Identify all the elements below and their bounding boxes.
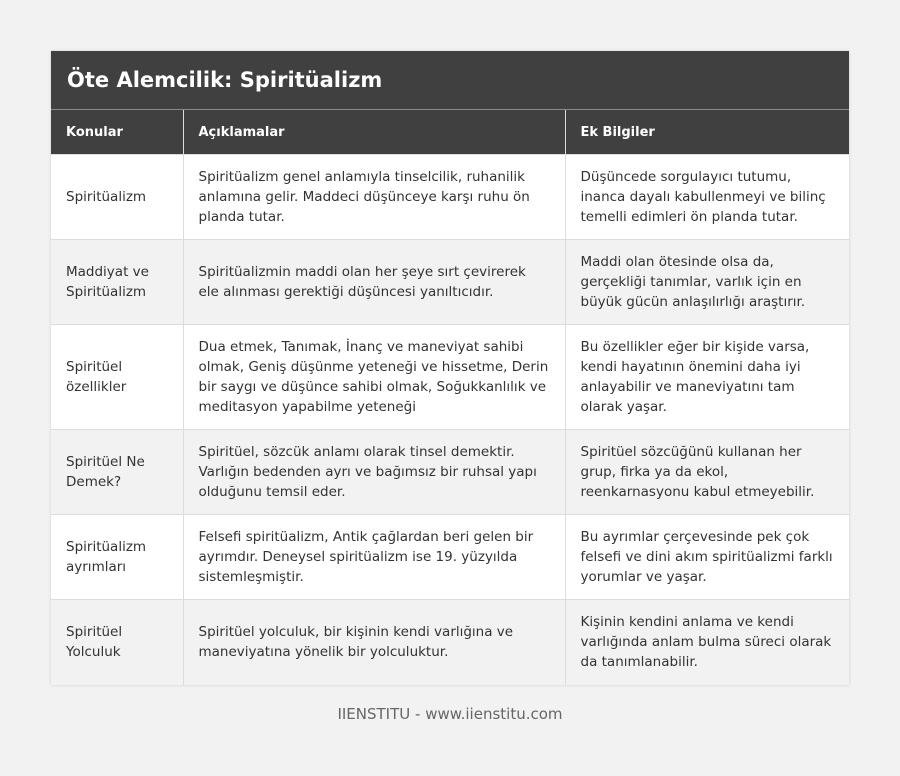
- table-row: [51, 325, 849, 430]
- table-row: [51, 600, 849, 685]
- extra-info-cell: Kişinin kendini anlama ve kendi varlığında anlam bulma süreci olarak da tanımlanabilir.: [565, 600, 849, 685]
- column-header-extra-info: Ek Bilgiler: [565, 110, 849, 155]
- column-header-topics: Konular: [51, 110, 183, 155]
- description-cell: Spiritüel, sözcük anlamı olarak tinsel demektir. Varlığın bedenden ayrı ve bağımsız bir ruhsal yapı olduğunu temsil eder.: [183, 430, 565, 515]
- footer-credit: IIENSTITU - www.iienstitu.com: [337, 705, 563, 723]
- extra-info-cell: Maddi olan ötesinde olsa da, gerçekliği tanımlar, varlık için en büyük gücün anlaşılırlığı araştırır.: [565, 240, 849, 325]
- topic-cell: Spiritüalizm ayrımları: [51, 515, 183, 600]
- info-table: [51, 110, 849, 685]
- extra-info-cell: Düşüncede sorgulayıcı tutumu, inanca dayalı kabullenmeyi ve bilinç temelli edimleri ön planda tutar.: [565, 155, 849, 240]
- page-title: Öte Alemcilik: Spiritüalizm: [67, 68, 383, 92]
- extra-info-cell: Bu özellikler eğer bir kişide varsa, kendi hayatının önemini daha iyi anlayabilir ve maneviyatını tam olarak yaşar.: [565, 325, 849, 430]
- topic-cell: Spiritüel özellikler: [51, 325, 183, 430]
- description-cell: Spiritüalizmin maddi olan her şeye sırt çevirerek ele alınması gerektiği düşüncesi yanıltıcıdır.: [183, 240, 565, 325]
- topic-cell: Spiritüel Ne Demek?: [51, 430, 183, 515]
- extra-info-cell: Spiritüel sözcüğünü kullanan her grup, firka ya da ekol, reenkarnasyonu kabul etmeyebilir.: [565, 430, 849, 515]
- description-cell: Dua etmek, Tanımak, İnanç ve maneviyat sahibi olmak, Geniş düşünme yeteneği ve hissetme, Derin bir saygı ve düşünce sahibi olmak, Soğukkanlılık ve meditasyon yapabilme yeteneği: [183, 325, 565, 430]
- column-header-descriptions: Açıklamalar: [183, 110, 565, 155]
- topic-cell: Maddiyat ve Spiritüalizm: [51, 240, 183, 325]
- table-row: [51, 155, 849, 240]
- table-header-row: [51, 110, 849, 155]
- table-row: [51, 240, 849, 325]
- topic-cell: Spiritüalizm: [51, 155, 183, 240]
- table-row: [51, 430, 849, 515]
- title-bar: [51, 51, 849, 110]
- description-cell: Spiritüel yolculuk, bir kişinin kendi varlığına ve maneviyatına yönelik bir yolculuktur.: [183, 600, 565, 685]
- extra-info-cell: Bu ayrımlar çerçevesinde pek çok felsefi ve dini akım spiritüalizmi farklı yorumlar ve yaşar.: [565, 515, 849, 600]
- description-cell: Spiritüalizm genel anlamıyla tinselcilik, ruhanilik anlamına gelir. Maddeci düşünceye karşı ruhu ön planda tutar.: [183, 155, 565, 240]
- content-card: [51, 51, 849, 685]
- table-row: [51, 515, 849, 600]
- description-cell: Felsefi spiritüalizm, Antik çağlardan beri gelen bir ayrımdır. Deneysel spiritüalizm ise 19. yüzyılda sistemleşmiştir.: [183, 515, 565, 600]
- topic-cell: Spiritüel Yolculuk: [51, 600, 183, 685]
